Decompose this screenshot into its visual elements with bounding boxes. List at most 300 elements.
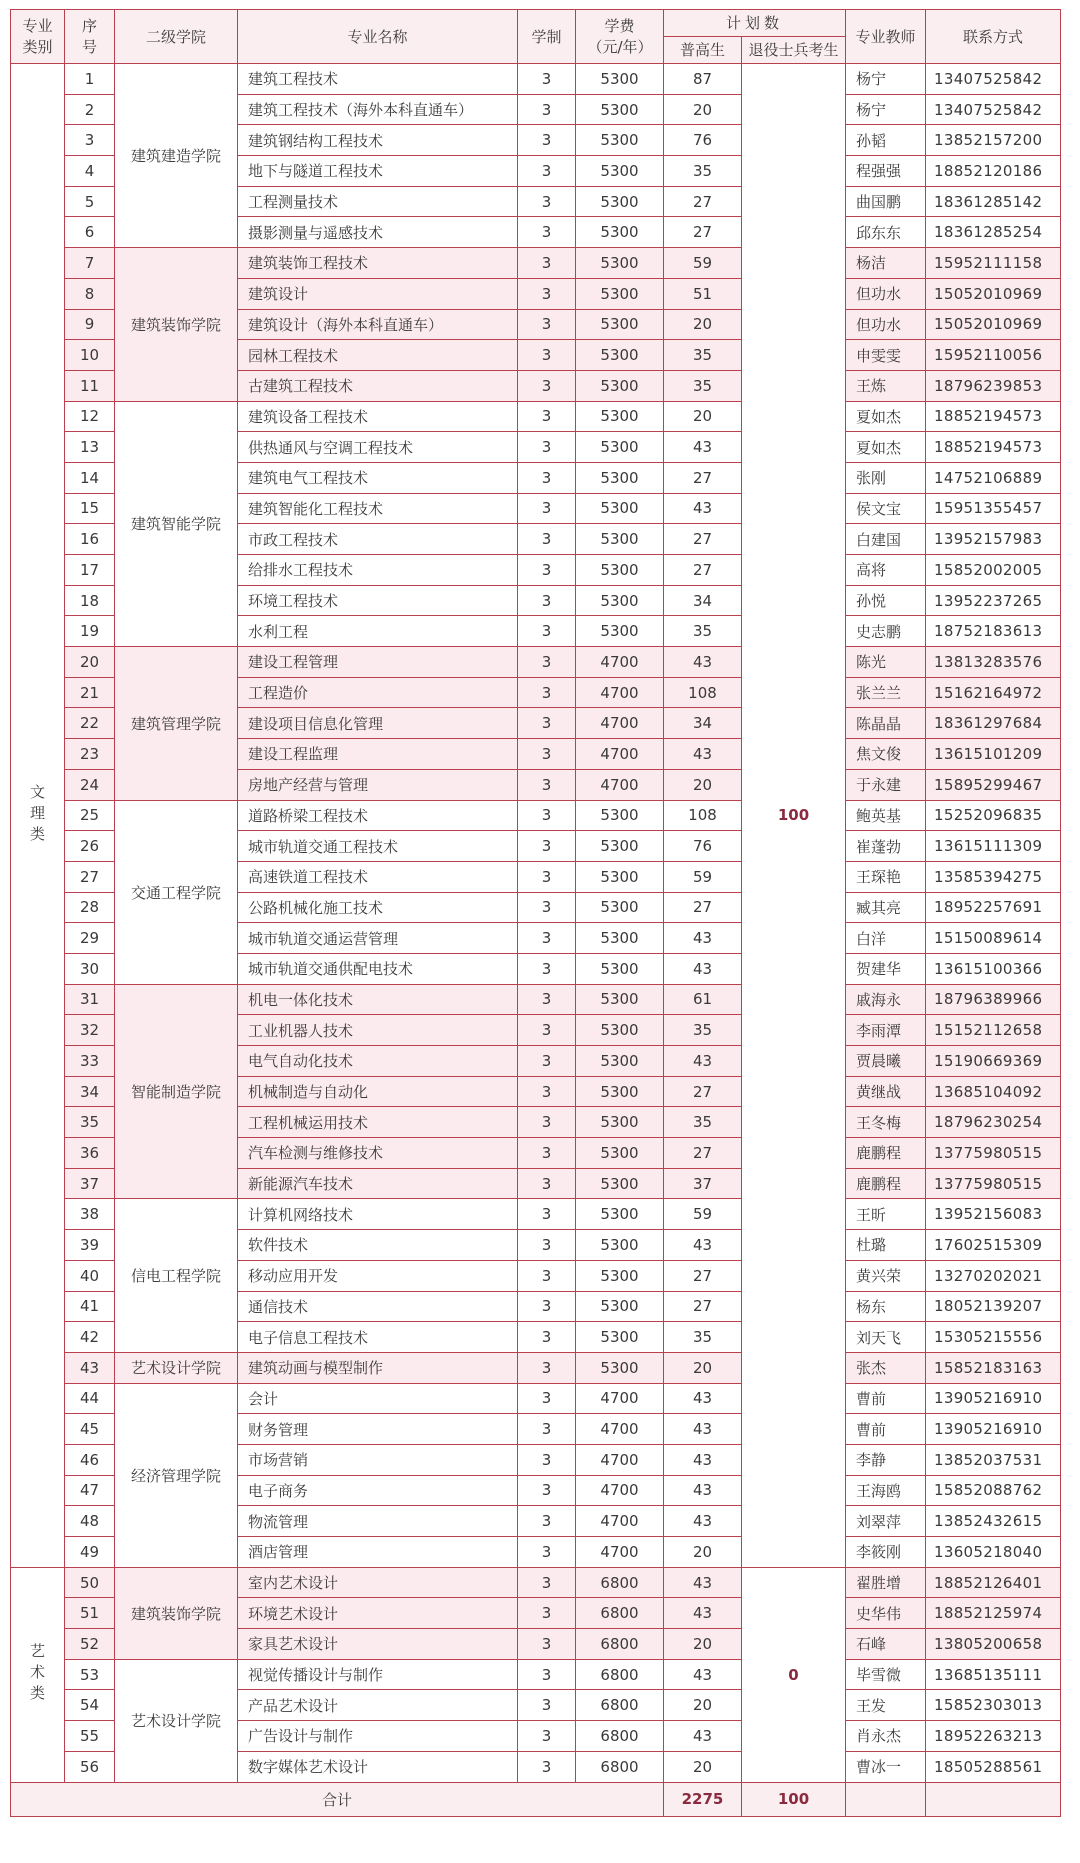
plan-regular: 43 — [664, 953, 742, 984]
major-name: 市政工程技术 — [238, 524, 518, 555]
college-cell: 建筑智能学院 — [115, 401, 238, 647]
college-cell: 智能制造学院 — [115, 984, 238, 1199]
row-no: 22 — [65, 708, 115, 739]
phone: 18752183613 — [926, 616, 1061, 647]
phone: 13805200658 — [926, 1629, 1061, 1660]
plan-regular: 43 — [664, 1046, 742, 1077]
plan-regular: 43 — [664, 1721, 742, 1752]
fee: 5300 — [576, 278, 664, 309]
row-no: 7 — [65, 248, 115, 279]
table-row — [11, 64, 1061, 95]
teacher-name: 孙韬 — [846, 125, 926, 156]
teacher-name: 翟胜增 — [846, 1567, 926, 1598]
category-cell: 艺术类 — [11, 1567, 65, 1782]
row-no: 1 — [65, 64, 115, 95]
years: 3 — [518, 984, 576, 1015]
fee: 4700 — [576, 1414, 664, 1445]
phone: 15305215556 — [926, 1322, 1061, 1353]
phone: 13775980515 — [926, 1138, 1061, 1169]
phone: 18361285254 — [926, 217, 1061, 248]
header-college: 二级学院 — [115, 10, 238, 64]
major-name: 城市轨道交通供配电技术 — [238, 953, 518, 984]
row-no: 35 — [65, 1107, 115, 1138]
years: 3 — [518, 64, 576, 95]
fee: 5300 — [576, 1168, 664, 1199]
fee: 6800 — [576, 1598, 664, 1629]
header-plan-veteran: 退役士兵考生 — [742, 37, 846, 64]
plan-regular: 43 — [664, 923, 742, 954]
row-no: 21 — [65, 677, 115, 708]
phone: 13852432615 — [926, 1506, 1061, 1537]
years: 3 — [518, 1690, 576, 1721]
phone: 18852126401 — [926, 1567, 1061, 1598]
years: 3 — [518, 493, 576, 524]
phone: 15951355457 — [926, 493, 1061, 524]
plan-regular: 51 — [664, 278, 742, 309]
years: 3 — [518, 585, 576, 616]
major-name: 高速铁道工程技术 — [238, 861, 518, 892]
plan-regular: 20 — [664, 769, 742, 800]
fee: 6800 — [576, 1690, 664, 1721]
phone: 18796389966 — [926, 984, 1061, 1015]
fee: 4700 — [576, 1537, 664, 1568]
years: 3 — [518, 401, 576, 432]
major-name: 道路桥梁工程技术 — [238, 800, 518, 831]
years: 3 — [518, 1629, 576, 1660]
fee: 5300 — [576, 64, 664, 95]
years: 3 — [518, 923, 576, 954]
plan-regular: 20 — [664, 1629, 742, 1660]
major-name: 汽车检测与维修技术 — [238, 1138, 518, 1169]
row-no: 11 — [65, 370, 115, 401]
plan-regular: 35 — [664, 340, 742, 371]
table-row — [11, 1659, 1061, 1690]
plan-regular: 43 — [664, 1475, 742, 1506]
plan-veteran: 100 — [742, 64, 846, 1568]
years: 3 — [518, 1751, 576, 1782]
years: 3 — [518, 1383, 576, 1414]
major-name: 广告设计与制作 — [238, 1721, 518, 1752]
plan-regular: 87 — [664, 64, 742, 95]
years: 3 — [518, 278, 576, 309]
phone: 18852120186 — [926, 156, 1061, 187]
total-veteran: 100 — [742, 1782, 846, 1816]
major-name: 市场营销 — [238, 1444, 518, 1475]
phone: 13407525842 — [926, 64, 1061, 95]
phone: 18852125974 — [926, 1598, 1061, 1629]
major-name: 建筑装饰工程技术 — [238, 248, 518, 279]
major-name: 会计 — [238, 1383, 518, 1414]
table-row — [11, 1567, 1061, 1598]
years: 3 — [518, 1567, 576, 1598]
college-cell: 信电工程学院 — [115, 1199, 238, 1352]
fee: 5300 — [576, 1015, 664, 1046]
table-row — [11, 1352, 1061, 1383]
teacher-name: 鲍英基 — [846, 800, 926, 831]
table-row — [11, 984, 1061, 1015]
phone: 15150089614 — [926, 923, 1061, 954]
major-name: 建筑工程技术 — [238, 64, 518, 95]
plan-regular: 34 — [664, 585, 742, 616]
fee: 5300 — [576, 1230, 664, 1261]
plan-veteran: 0 — [742, 1567, 846, 1782]
fee: 4700 — [576, 739, 664, 770]
teacher-name: 杨东 — [846, 1291, 926, 1322]
teacher-name: 李静 — [846, 1444, 926, 1475]
header-category-label: 专业类别 — [22, 16, 53, 56]
fee: 5300 — [576, 309, 664, 340]
teacher-name: 曹前 — [846, 1414, 926, 1445]
major-name: 数字媒体艺术设计 — [238, 1751, 518, 1782]
plan-regular: 27 — [664, 1076, 742, 1107]
row-no: 52 — [65, 1629, 115, 1660]
row-no: 3 — [65, 125, 115, 156]
teacher-name: 孙悦 — [846, 585, 926, 616]
major-name: 工程造价 — [238, 677, 518, 708]
major-name: 环境艺术设计 — [238, 1598, 518, 1629]
plan-regular: 27 — [664, 524, 742, 555]
plan-regular: 27 — [664, 1260, 742, 1291]
major-name: 建筑设计（海外本科直通车） — [238, 309, 518, 340]
teacher-name: 肖永杰 — [846, 1721, 926, 1752]
row-no: 12 — [65, 401, 115, 432]
years: 3 — [518, 1352, 576, 1383]
fee: 6800 — [576, 1721, 664, 1752]
table-row — [11, 1383, 1061, 1414]
plan-regular: 43 — [664, 1567, 742, 1598]
phone: 18361297684 — [926, 708, 1061, 739]
plan-regular: 27 — [664, 186, 742, 217]
years: 3 — [518, 1537, 576, 1568]
major-name: 产品艺术设计 — [238, 1690, 518, 1721]
years: 3 — [518, 831, 576, 862]
total-row — [11, 1782, 1061, 1816]
fee: 6800 — [576, 1567, 664, 1598]
row-no: 25 — [65, 800, 115, 831]
fee: 4700 — [576, 769, 664, 800]
fee: 5300 — [576, 340, 664, 371]
major-name: 物流管理 — [238, 1506, 518, 1537]
row-no: 46 — [65, 1444, 115, 1475]
major-name: 财务管理 — [238, 1414, 518, 1445]
major-name: 电子信息工程技术 — [238, 1322, 518, 1353]
major-name: 房地产经营与管理 — [238, 769, 518, 800]
fee: 5300 — [576, 156, 664, 187]
teacher-name: 戚海永 — [846, 984, 926, 1015]
fee: 5300 — [576, 953, 664, 984]
plan-regular: 20 — [664, 1751, 742, 1782]
fee: 5300 — [576, 432, 664, 463]
plan-regular: 27 — [664, 892, 742, 923]
fee: 4700 — [576, 1383, 664, 1414]
fee: 5300 — [576, 186, 664, 217]
plan-regular: 27 — [664, 217, 742, 248]
phone: 15952110056 — [926, 340, 1061, 371]
plan-regular: 43 — [664, 1598, 742, 1629]
row-no: 34 — [65, 1076, 115, 1107]
teacher-name: 王发 — [846, 1690, 926, 1721]
row-no: 33 — [65, 1046, 115, 1077]
major-name: 建筑电气工程技术 — [238, 462, 518, 493]
teacher-name: 曹前 — [846, 1383, 926, 1414]
phone: 13813283576 — [926, 647, 1061, 678]
years: 3 — [518, 1076, 576, 1107]
plan-regular: 76 — [664, 831, 742, 862]
fee: 5300 — [576, 1352, 664, 1383]
plan-regular: 37 — [664, 1168, 742, 1199]
row-no: 39 — [65, 1230, 115, 1261]
years: 3 — [518, 217, 576, 248]
row-no: 23 — [65, 739, 115, 770]
phone: 15252096835 — [926, 800, 1061, 831]
years: 3 — [518, 1322, 576, 1353]
plan-regular: 34 — [664, 708, 742, 739]
college-cell: 交通工程学院 — [115, 800, 238, 984]
row-no: 53 — [65, 1659, 115, 1690]
fee: 5300 — [576, 1046, 664, 1077]
major-name: 地下与隧道工程技术 — [238, 156, 518, 187]
fee: 4700 — [576, 1506, 664, 1537]
teacher-name: 张兰兰 — [846, 677, 926, 708]
phone: 18952263213 — [926, 1721, 1061, 1752]
teacher-name: 夏如杰 — [846, 432, 926, 463]
row-no: 38 — [65, 1199, 115, 1230]
fee: 4700 — [576, 708, 664, 739]
teacher-name: 黄继战 — [846, 1076, 926, 1107]
fee: 5300 — [576, 493, 664, 524]
college-cell: 艺术设计学院 — [115, 1659, 238, 1782]
major-name: 城市轨道交通运营管理 — [238, 923, 518, 954]
teacher-name: 毕雪微 — [846, 1659, 926, 1690]
row-no: 45 — [65, 1414, 115, 1445]
years: 3 — [518, 309, 576, 340]
phone: 15895299467 — [926, 769, 1061, 800]
teacher-name: 焦文俊 — [846, 739, 926, 770]
plan-regular: 35 — [664, 1322, 742, 1353]
years: 3 — [518, 953, 576, 984]
fee: 5300 — [576, 831, 664, 862]
phone: 18052139207 — [926, 1291, 1061, 1322]
fee: 4700 — [576, 1444, 664, 1475]
row-no: 31 — [65, 984, 115, 1015]
major-name: 公路机械化施工技术 — [238, 892, 518, 923]
phone: 13407525842 — [926, 94, 1061, 125]
major-name: 建筑设计 — [238, 278, 518, 309]
table-row — [11, 1199, 1061, 1230]
teacher-name: 臧其亮 — [846, 892, 926, 923]
teacher-name: 王昕 — [846, 1199, 926, 1230]
phone: 15852088762 — [926, 1475, 1061, 1506]
row-no: 16 — [65, 524, 115, 555]
header-years: 学制 — [518, 10, 576, 64]
header-fee — [576, 10, 664, 64]
plan-regular: 43 — [664, 1444, 742, 1475]
row-no: 54 — [65, 1690, 115, 1721]
fee: 5300 — [576, 555, 664, 586]
college-cell: 经济管理学院 — [115, 1383, 238, 1567]
major-name: 计算机网络技术 — [238, 1199, 518, 1230]
teacher-name: 李雨潭 — [846, 1015, 926, 1046]
fee: 5300 — [576, 892, 664, 923]
fee: 5300 — [576, 125, 664, 156]
plan-regular: 43 — [664, 1414, 742, 1445]
table-row — [11, 401, 1061, 432]
major-name: 新能源汽车技术 — [238, 1168, 518, 1199]
teacher-name: 杨宁 — [846, 94, 926, 125]
row-no: 37 — [65, 1168, 115, 1199]
plan-regular: 27 — [664, 462, 742, 493]
table-row — [11, 800, 1061, 831]
table-header — [11, 10, 1061, 64]
plan-regular: 20 — [664, 1537, 742, 1568]
teacher-name: 贾晨曦 — [846, 1046, 926, 1077]
fee: 5300 — [576, 1107, 664, 1138]
phone: 13905216910 — [926, 1383, 1061, 1414]
college-cell: 艺术设计学院 — [115, 1352, 238, 1383]
years: 3 — [518, 616, 576, 647]
years: 3 — [518, 800, 576, 831]
phone: 13952157983 — [926, 524, 1061, 555]
phone: 15162164972 — [926, 677, 1061, 708]
major-name: 建设项目信息化管理 — [238, 708, 518, 739]
row-no: 4 — [65, 156, 115, 187]
row-no: 36 — [65, 1138, 115, 1169]
major-name: 建筑智能化工程技术 — [238, 493, 518, 524]
years: 3 — [518, 370, 576, 401]
fee: 5300 — [576, 984, 664, 1015]
plan-regular: 43 — [664, 493, 742, 524]
fee: 5300 — [576, 401, 664, 432]
row-no: 30 — [65, 953, 115, 984]
total-teacher-empty — [846, 1782, 926, 1816]
phone: 18796230254 — [926, 1107, 1061, 1138]
row-no: 17 — [65, 555, 115, 586]
teacher-name: 陈晶晶 — [846, 708, 926, 739]
row-no: 9 — [65, 309, 115, 340]
row-no: 8 — [65, 278, 115, 309]
row-no: 13 — [65, 432, 115, 463]
row-no: 27 — [65, 861, 115, 892]
phone: 18852194573 — [926, 401, 1061, 432]
row-no: 26 — [65, 831, 115, 862]
row-no: 47 — [65, 1475, 115, 1506]
years: 3 — [518, 1230, 576, 1261]
enrollment-plan-table — [10, 9, 1061, 1817]
fee: 5300 — [576, 861, 664, 892]
teacher-name: 张刚 — [846, 462, 926, 493]
phone: 13852037531 — [926, 1444, 1061, 1475]
years: 3 — [518, 462, 576, 493]
fee: 5300 — [576, 1199, 664, 1230]
years: 3 — [518, 186, 576, 217]
plan-regular: 108 — [664, 800, 742, 831]
years: 3 — [518, 708, 576, 739]
years: 3 — [518, 524, 576, 555]
teacher-name: 杜璐 — [846, 1230, 926, 1261]
phone: 15190669369 — [926, 1046, 1061, 1077]
teacher-name: 崔蓬勃 — [846, 831, 926, 862]
years: 3 — [518, 1721, 576, 1752]
plan-regular: 27 — [664, 555, 742, 586]
teacher-name: 刘翠萍 — [846, 1506, 926, 1537]
plan-regular: 20 — [664, 401, 742, 432]
years: 3 — [518, 432, 576, 463]
major-name: 建筑设备工程技术 — [238, 401, 518, 432]
phone: 13905216910 — [926, 1414, 1061, 1445]
plan-regular: 59 — [664, 248, 742, 279]
phone: 18852194573 — [926, 432, 1061, 463]
major-name: 酒店管理 — [238, 1537, 518, 1568]
row-no: 44 — [65, 1383, 115, 1414]
row-no: 49 — [65, 1537, 115, 1568]
major-name: 建筑动画与模型制作 — [238, 1352, 518, 1383]
plan-regular: 43 — [664, 432, 742, 463]
plan-regular: 27 — [664, 1138, 742, 1169]
row-no: 20 — [65, 647, 115, 678]
row-no: 6 — [65, 217, 115, 248]
major-name: 工程机械运用技术 — [238, 1107, 518, 1138]
row-no: 5 — [65, 186, 115, 217]
major-name: 机电一体化技术 — [238, 984, 518, 1015]
fee: 5300 — [576, 524, 664, 555]
teacher-name: 黄兴荣 — [846, 1260, 926, 1291]
major-name: 城市轨道交通工程技术 — [238, 831, 518, 862]
teacher-name: 王海鸥 — [846, 1475, 926, 1506]
teacher-name: 侯文宝 — [846, 493, 926, 524]
teacher-name: 但功水 — [846, 309, 926, 340]
teacher-name: 申雯雯 — [846, 340, 926, 371]
phone: 13585394275 — [926, 861, 1061, 892]
row-no: 32 — [65, 1015, 115, 1046]
college-cell: 建筑装饰学院 — [115, 248, 238, 401]
plan-regular: 27 — [664, 1291, 742, 1322]
row-no: 42 — [65, 1322, 115, 1353]
phone: 13952156083 — [926, 1199, 1061, 1230]
teacher-name: 白建国 — [846, 524, 926, 555]
plan-regular: 43 — [664, 1506, 742, 1537]
plan-regular: 35 — [664, 616, 742, 647]
header-teacher: 专业教师 — [846, 10, 926, 64]
row-no: 14 — [65, 462, 115, 493]
major-name: 供热通风与空调工程技术 — [238, 432, 518, 463]
plan-regular: 59 — [664, 1199, 742, 1230]
years: 3 — [518, 769, 576, 800]
fee: 5300 — [576, 616, 664, 647]
years: 3 — [518, 156, 576, 187]
plan-regular: 43 — [664, 1230, 742, 1261]
phone: 18796239853 — [926, 370, 1061, 401]
major-name: 建筑钢结构工程技术 — [238, 125, 518, 156]
years: 3 — [518, 1291, 576, 1322]
phone: 15852183163 — [926, 1352, 1061, 1383]
phone: 15852002005 — [926, 555, 1061, 586]
college-cell: 建筑装饰学院 — [115, 1567, 238, 1659]
phone: 18361285142 — [926, 186, 1061, 217]
header-major: 专业名称 — [238, 10, 518, 64]
row-no: 50 — [65, 1567, 115, 1598]
years: 3 — [518, 677, 576, 708]
fee: 6800 — [576, 1659, 664, 1690]
fee: 5300 — [576, 94, 664, 125]
plan-regular: 43 — [664, 647, 742, 678]
phone: 13775980515 — [926, 1168, 1061, 1199]
row-no: 28 — [65, 892, 115, 923]
fee: 6800 — [576, 1751, 664, 1782]
major-name: 软件技术 — [238, 1230, 518, 1261]
major-name: 摄影测量与遥感技术 — [238, 217, 518, 248]
phone: 15152112658 — [926, 1015, 1061, 1046]
major-name: 工业机器人技术 — [238, 1015, 518, 1046]
